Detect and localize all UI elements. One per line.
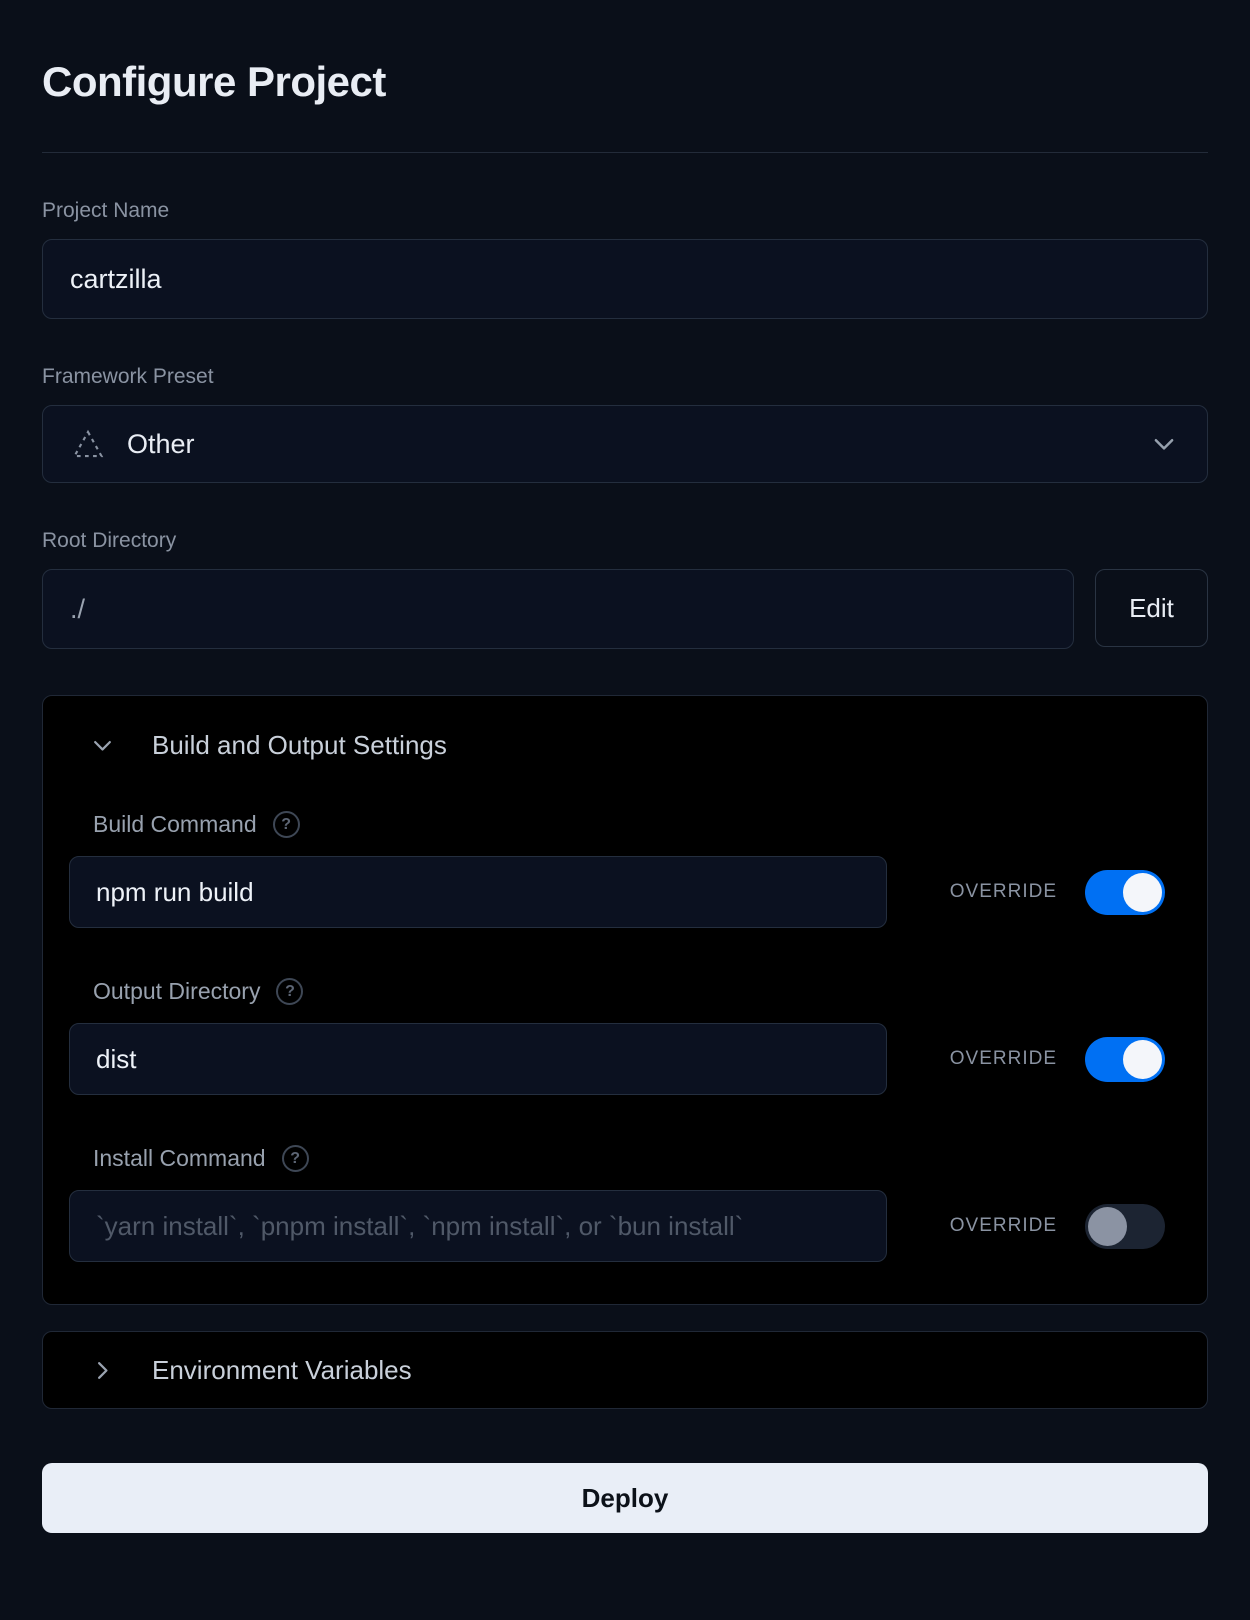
override-label: OVERRIDE bbox=[949, 1048, 1057, 1069]
build-command-label-row bbox=[69, 811, 1183, 838]
title-divider bbox=[42, 152, 1208, 153]
toggle-knob bbox=[1088, 1207, 1127, 1246]
build-command-label: Build Command bbox=[93, 811, 257, 837]
chevron-right-icon bbox=[89, 1357, 116, 1384]
install-command-row bbox=[69, 1190, 1183, 1262]
root-directory-label: Root Directory bbox=[42, 529, 177, 552]
project-name-input[interactable] bbox=[42, 239, 1208, 319]
help-icon[interactable]: ? bbox=[273, 811, 300, 838]
output-directory-label: Output Directory bbox=[93, 978, 261, 1004]
override-label: OVERRIDE bbox=[949, 1215, 1057, 1236]
build-command-input[interactable] bbox=[69, 856, 887, 928]
output-directory-input[interactable] bbox=[69, 1023, 887, 1095]
build-command-override-toggle[interactable] bbox=[1085, 870, 1165, 915]
chevron-down-icon bbox=[1149, 429, 1179, 459]
output-directory-row bbox=[69, 1023, 1183, 1095]
build-command-row bbox=[69, 856, 1183, 928]
install-command-label: Install Command bbox=[93, 1145, 266, 1171]
build-output-settings-header[interactable] bbox=[67, 730, 1183, 761]
toggle-knob bbox=[1123, 873, 1162, 912]
build-command-override bbox=[950, 870, 1165, 915]
override-label: OVERRIDE bbox=[949, 881, 1057, 902]
edit-root-directory-button[interactable]: Edit bbox=[1095, 569, 1208, 647]
output-directory-override-toggle[interactable] bbox=[1085, 1037, 1165, 1082]
output-directory-label-row bbox=[69, 978, 1183, 1005]
install-command-override-toggle[interactable] bbox=[1085, 1204, 1165, 1249]
output-directory-group bbox=[67, 978, 1183, 1095]
install-command-group bbox=[67, 1145, 1183, 1262]
build-command-group bbox=[67, 811, 1183, 928]
build-output-settings-card bbox=[42, 695, 1208, 1305]
install-command-label-row bbox=[69, 1145, 1183, 1172]
environment-variables-card[interactable] bbox=[42, 1331, 1208, 1409]
root-directory-input[interactable] bbox=[42, 569, 1074, 649]
deploy-button[interactable]: Deploy bbox=[42, 1463, 1208, 1533]
install-command-input[interactable] bbox=[69, 1190, 887, 1262]
environment-variables-title: Environment Variables bbox=[152, 1354, 412, 1385]
root-directory-row bbox=[42, 569, 1208, 649]
install-command-override bbox=[950, 1204, 1165, 1249]
page-title: Configure Project bbox=[42, 58, 386, 105]
build-output-settings-title: Build and Output Settings bbox=[152, 730, 447, 760]
toggle-knob bbox=[1123, 1040, 1162, 1079]
help-icon[interactable]: ? bbox=[276, 978, 303, 1005]
output-directory-override bbox=[950, 1037, 1165, 1082]
chevron-down-icon bbox=[89, 732, 116, 759]
project-name-label: Project Name bbox=[42, 199, 170, 222]
dashed-triangle-icon bbox=[71, 427, 105, 461]
framework-preset-label: Framework Preset bbox=[42, 365, 214, 388]
framework-preset-select[interactable] bbox=[42, 405, 1208, 483]
framework-preset-value: Other bbox=[127, 428, 195, 459]
help-icon[interactable]: ? bbox=[282, 1145, 309, 1172]
